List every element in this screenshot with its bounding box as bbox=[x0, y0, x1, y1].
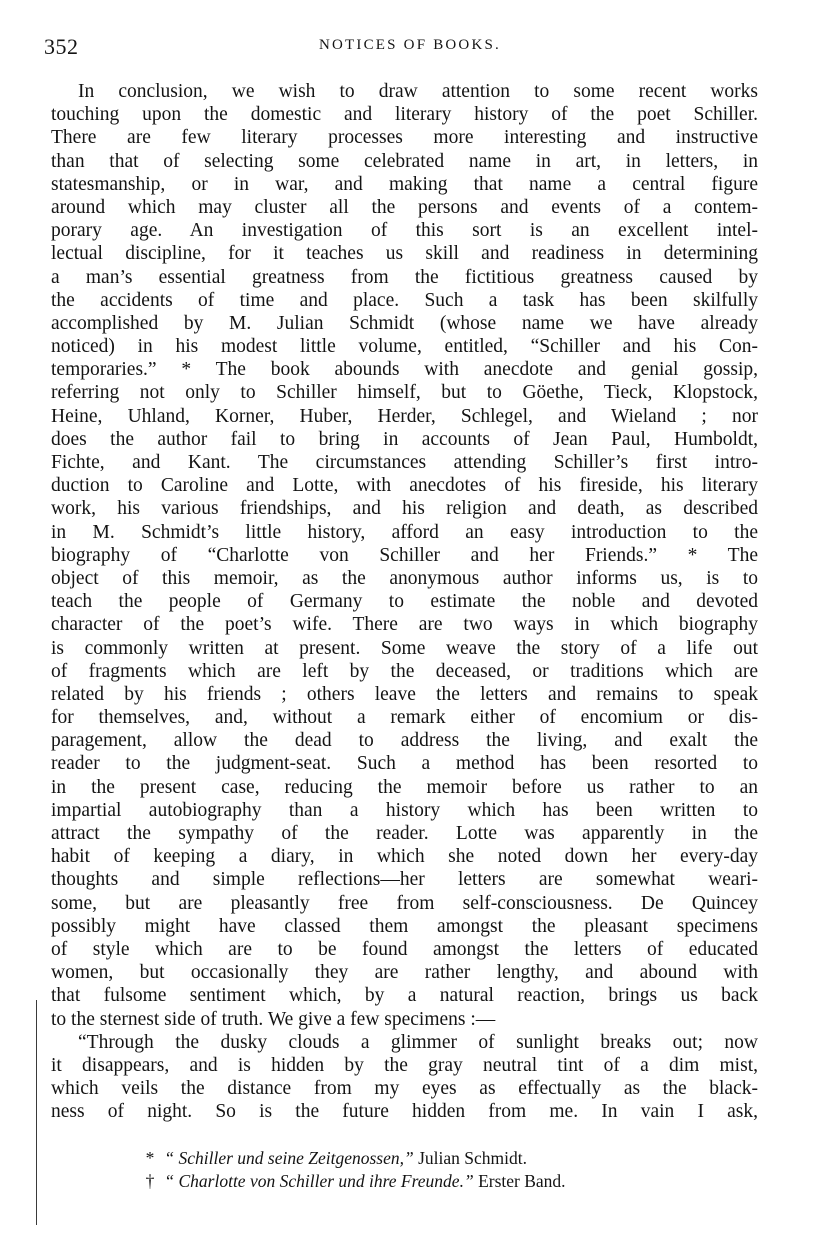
body-line: of fragments which are left by the deceased, or traditions which are bbox=[51, 660, 758, 682]
body-line: touching upon the domestic and literary history of the poet Schiller. bbox=[51, 104, 758, 126]
footnote-author: Erster Band. bbox=[473, 1171, 566, 1191]
body-line: in the present case, reducing the memoir before us rather to an bbox=[51, 776, 758, 798]
footnote-mark: † bbox=[145, 1171, 155, 1191]
footnotes bbox=[140, 1147, 740, 1193]
body-line: thoughts and simple reflections—her letters are somewhat weari- bbox=[51, 869, 758, 891]
body-line: than that of selecting some celebrated name in art, in letters, in bbox=[51, 150, 758, 172]
body-line: paragement, allow the dead to address the living, and exalt the bbox=[51, 730, 758, 752]
body-line: noticed) in his modest little volume, entitled, “Schiller and his Con- bbox=[51, 336, 758, 358]
body-text bbox=[51, 80, 758, 1123]
footnote bbox=[140, 1170, 740, 1193]
body-line: work, his various friendships, and his religion and death, as described bbox=[51, 498, 758, 520]
body-line: in M. Schmidt’s little history, afford an easy introduction to the bbox=[51, 521, 758, 543]
running-title: NOTICES OF BOOKS. bbox=[318, 37, 501, 53]
body-line: lectual discipline, for it teaches us skill and readiness in determining bbox=[51, 243, 758, 265]
body-line: some, but are pleasantly free from self-consciousness. De Quincey bbox=[51, 892, 758, 914]
footnote-title: “ Schiller und seine Zeitgenossen,” bbox=[164, 1148, 414, 1168]
body-line: which veils the distance from my eyes as effectually as the black- bbox=[51, 1078, 758, 1100]
page-number: 352 bbox=[44, 34, 79, 59]
body-line: accomplished by M. Julian Schmidt (whose name we have already bbox=[51, 312, 758, 334]
body-line: In conclusion, we wish to draw attention to some recent works bbox=[78, 81, 758, 102]
body-line: around which may cluster all the persons and events of a contem- bbox=[51, 196, 758, 218]
running-head bbox=[44, 34, 776, 64]
body-line: it disappears, and is hidden by the gray neutral tint of a dim mist, bbox=[51, 1054, 758, 1076]
body-line: possibly might have classed them amongst the pleasant specimens bbox=[51, 915, 758, 937]
body-line: ness of night. So is the future hidden from me. In vain I ask, bbox=[51, 1101, 758, 1123]
body-line: Heine, Uhland, Korner, Huber, Herder, Schlegel, and Wieland ; nor bbox=[51, 405, 758, 427]
body-line: referring not only to Schiller himself, but to Göethe, Tieck, Klopstock, bbox=[51, 382, 758, 404]
body-line: object of this memoir, as the anonymous author informs us, is to bbox=[51, 567, 758, 589]
body-line: porary age. An investigation of this sort is an excellent intel- bbox=[51, 220, 758, 242]
body-line: women, but occasionally they are rather lengthy, and abound with bbox=[51, 962, 758, 984]
body-line: that fulsome sentiment which, by a natural reaction, brings us back bbox=[51, 985, 758, 1007]
footnote bbox=[140, 1147, 740, 1170]
body-line: of style which are to be found amongst the letters of educated bbox=[51, 938, 758, 960]
body-line: is commonly written at present. Some weave the story of a life out bbox=[51, 637, 758, 659]
footnote-title: “ Charlotte von Schiller und ihre Freunde.” bbox=[164, 1171, 474, 1191]
body-line: to the sternest side of truth. We give a few specimens :— bbox=[51, 1008, 496, 1030]
body-line: habit of keeping a diary, in which she noted down her every-day bbox=[51, 846, 758, 868]
body-line: temporaries.” * The book abounds with anecdote and genial gossip, bbox=[51, 359, 758, 381]
body-line: There are few literary processes more interesting and instructive bbox=[51, 127, 758, 149]
body-line: a man’s essential greatness from the fictitious greatness caused by bbox=[51, 266, 758, 288]
body-line: statesmanship, or in war, and making that name a central figure bbox=[51, 173, 758, 195]
body-line: impartial autobiography than a history which has been written to bbox=[51, 799, 758, 821]
body-line: biography of “Charlotte von Schiller and her Friends.” * The bbox=[51, 544, 758, 566]
body-line: teach the people of Germany to estimate the noble and devoted bbox=[51, 591, 758, 613]
margin-rule bbox=[36, 1000, 37, 1225]
body-line: Fichte, and Kant. The circumstances attending Schiller’s first intro- bbox=[51, 452, 758, 473]
body-line: reader to the judgment-seat. Such a method has been resorted to bbox=[51, 753, 758, 775]
body-line: attract the sympathy of the reader. Lotte was apparently in the bbox=[51, 823, 758, 844]
footnote-author: Julian Schmidt. bbox=[413, 1148, 527, 1168]
body-line: “Through the dusky clouds a glimmer of sunlight breaks out; now bbox=[78, 1031, 758, 1053]
body-line: the accidents of time and place. Such a task has been skilfully bbox=[51, 289, 758, 311]
body-line: does the author fail to bring in accounts of Jean Paul, Humboldt, bbox=[51, 428, 758, 450]
body-line: related by his friends ; others leave the letters and remains to speak bbox=[51, 683, 758, 705]
body-line: character of the poet’s wife. There are two ways in which biography bbox=[51, 614, 758, 636]
body-line: for themselves, and, without a remark either of encomium or dis- bbox=[51, 707, 758, 729]
body-line: duction to Caroline and Lotte, with anecdotes of his fireside, his literary bbox=[51, 475, 758, 497]
footnote-mark: * bbox=[145, 1148, 155, 1168]
